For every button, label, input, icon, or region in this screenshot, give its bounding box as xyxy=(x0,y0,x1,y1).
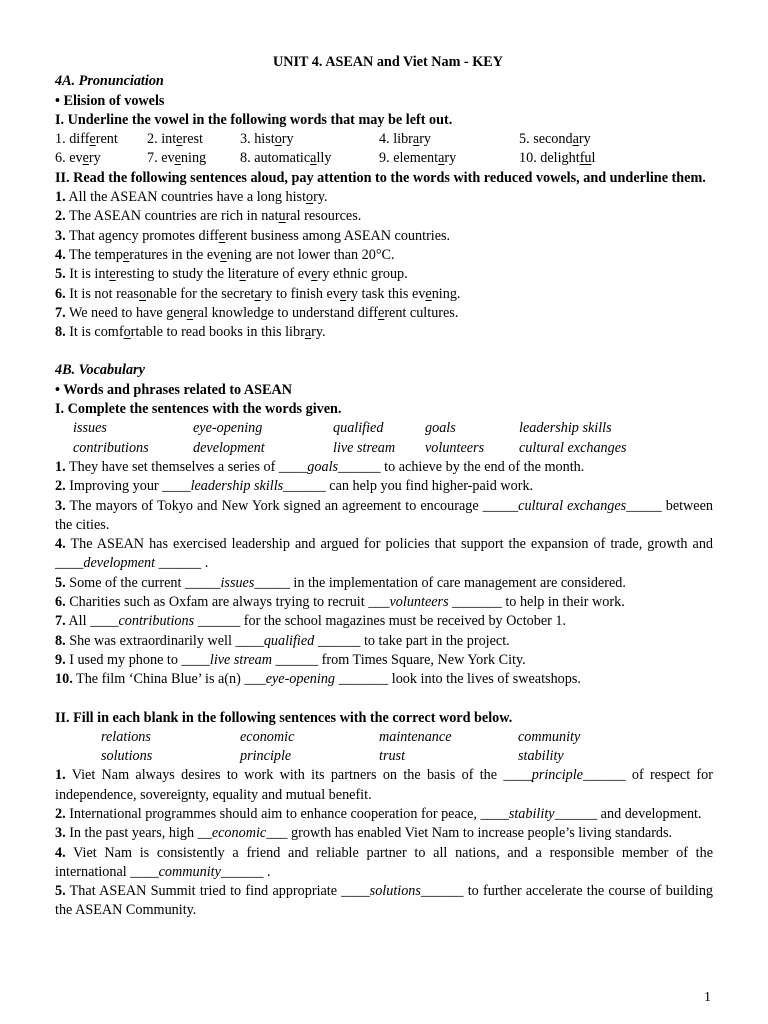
sentence-item: 3. That agency promotes different business among ASEAN countries. xyxy=(55,227,451,244)
word-list-a1 xyxy=(55,130,713,169)
word-bank-item: community xyxy=(518,728,581,745)
word-bank-b2 xyxy=(55,728,713,767)
question-item: 7. All ____contributions ______ for the school magazines must be received by October 1. xyxy=(55,613,567,630)
question-item: 2. International programmes should aim to enhance cooperation for peace, ____stability______ and development. xyxy=(55,805,702,822)
exercise-title-b1: I. Complete the sentences with the words given. xyxy=(55,401,342,418)
topic-bullet-asean: • Words and phrases related to ASEAN xyxy=(55,381,292,398)
word-item: 5. secondary xyxy=(519,131,591,148)
worksheet-page xyxy=(55,53,713,921)
word-item: 1. different xyxy=(55,131,118,148)
word-bank-item: development xyxy=(193,439,265,456)
exercise-title-a1: I. Underline the vowel in the following words that may be left out. xyxy=(55,111,453,128)
word-item: 4. library xyxy=(379,131,432,148)
word-bank-item: cultural exchanges xyxy=(519,439,627,456)
question-item: 3. In the past years, high __economic___ growth has enabled Viet Nam to increase people’s living standards. xyxy=(55,825,673,842)
word-bank-item: maintenance xyxy=(379,728,452,745)
sentence-item: 5. It is interesting to study the literature of every ethnic group. xyxy=(55,266,408,283)
exercise-title-a2: II. Read the following sentences aloud, pay attention to the words with reduced vowels, and underline them. xyxy=(55,169,706,186)
sentence-item: 2. The ASEAN countries are rich in natural resources. xyxy=(55,208,362,225)
word-bank-item: issues xyxy=(73,420,107,437)
word-bank-b1 xyxy=(55,419,713,458)
exercise-title-b2: II. Fill in each blank in the following sentences with the correct word below. xyxy=(55,709,513,726)
section-heading-pronunciation: 4A. Pronunciation xyxy=(55,73,164,90)
sentence-item: 4. The temperatures in the evening are not lower than 20°C. xyxy=(55,246,395,263)
sentence-item: 6. It is not reasonable for the secretary to finish every task this evening. xyxy=(55,285,461,302)
word-bank-item: qualified xyxy=(333,420,384,437)
question-item: 5. That ASEAN Summit tried to find appropriate ____solutions______ to further accelerate the course of building the ASEAN Community. xyxy=(55,883,714,919)
question-item: 9. I used my phone to ____live stream ______ from Times Square, New York City. xyxy=(55,651,526,668)
question-item: 3. The mayors of Tokyo and New York signed an agreement to encourage _____cultural exchanges_____ between the cities. xyxy=(55,497,713,533)
word-item: 7. evening xyxy=(147,150,207,167)
word-item: 3. history xyxy=(240,131,294,148)
word-bank-item: leadership skills xyxy=(519,420,612,437)
question-item: 1. Viet Nam always desires to work with its partners on the basis of the ____principle______ of respect for independence, sovereignty, equality and mutual benefit. xyxy=(55,767,713,803)
question-item: 4. Viet Nam is consistently a friend and reliable partner to all nations, and a responsible member of the international ____community______ . xyxy=(55,844,714,880)
question-item: 1. They have set themselves a series of ____goals______ to achieve by the end of the month. xyxy=(55,458,585,475)
topic-bullet-elision: • Elision of vowels xyxy=(55,92,165,109)
page-number: 1 xyxy=(704,990,711,1005)
word-bank-item: trust xyxy=(379,748,406,765)
word-bank-item: volunteers xyxy=(425,439,485,456)
word-bank-item: economic xyxy=(240,728,295,745)
word-bank-item: stability xyxy=(518,748,564,765)
word-bank-item: relations xyxy=(101,728,151,745)
question-item: 5. Some of the current _____issues_____ in the implementation of care management are considered. xyxy=(55,574,626,591)
word-bank-item: live stream xyxy=(333,439,396,456)
sentence-item: 1. All the ASEAN countries have a long history. xyxy=(55,189,328,206)
question-item: 6. Charities such as Oxfam are always trying to recruit ___volunteers _______ to help in their work. xyxy=(55,594,625,611)
word-bank-item: solutions xyxy=(101,748,153,765)
sentence-item: 7. We need to have general knowledge to understand different cultures. xyxy=(55,304,459,321)
section-heading-vocabulary: 4B. Vocabulary xyxy=(55,362,145,379)
word-item: 6. every xyxy=(55,150,101,167)
word-item: 10. delightful xyxy=(519,150,596,167)
word-item: 2. interest xyxy=(147,131,203,148)
question-item: 2. Improving your ____leadership skills______ can help you find higher-paid work. xyxy=(55,478,534,495)
word-bank-item: principle xyxy=(240,748,292,765)
question-item: 8. She was extraordinarily well ____qualified ______ to take part in the project. xyxy=(55,632,510,649)
word-bank-item: contributions xyxy=(73,439,149,456)
word-bank-item: goals xyxy=(425,420,456,437)
question-item: 10. The film ‘China Blue’ is a(n) ___eye-opening _______ look into the lives of sweatshops. xyxy=(55,671,581,688)
word-item: 9. elementary xyxy=(379,150,457,167)
question-item: 4. The ASEAN has exercised leadership and argued for policies that support the expansion of trade, growth and ____development ______ . xyxy=(55,536,714,572)
sentence-item: 8. It is comfortable to read books in this library. xyxy=(55,324,326,341)
page-title: UNIT 4. ASEAN and Viet Nam - KEY xyxy=(273,54,503,70)
word-item: 8. automatically xyxy=(240,150,332,167)
word-bank-item: eye-opening xyxy=(193,420,263,437)
